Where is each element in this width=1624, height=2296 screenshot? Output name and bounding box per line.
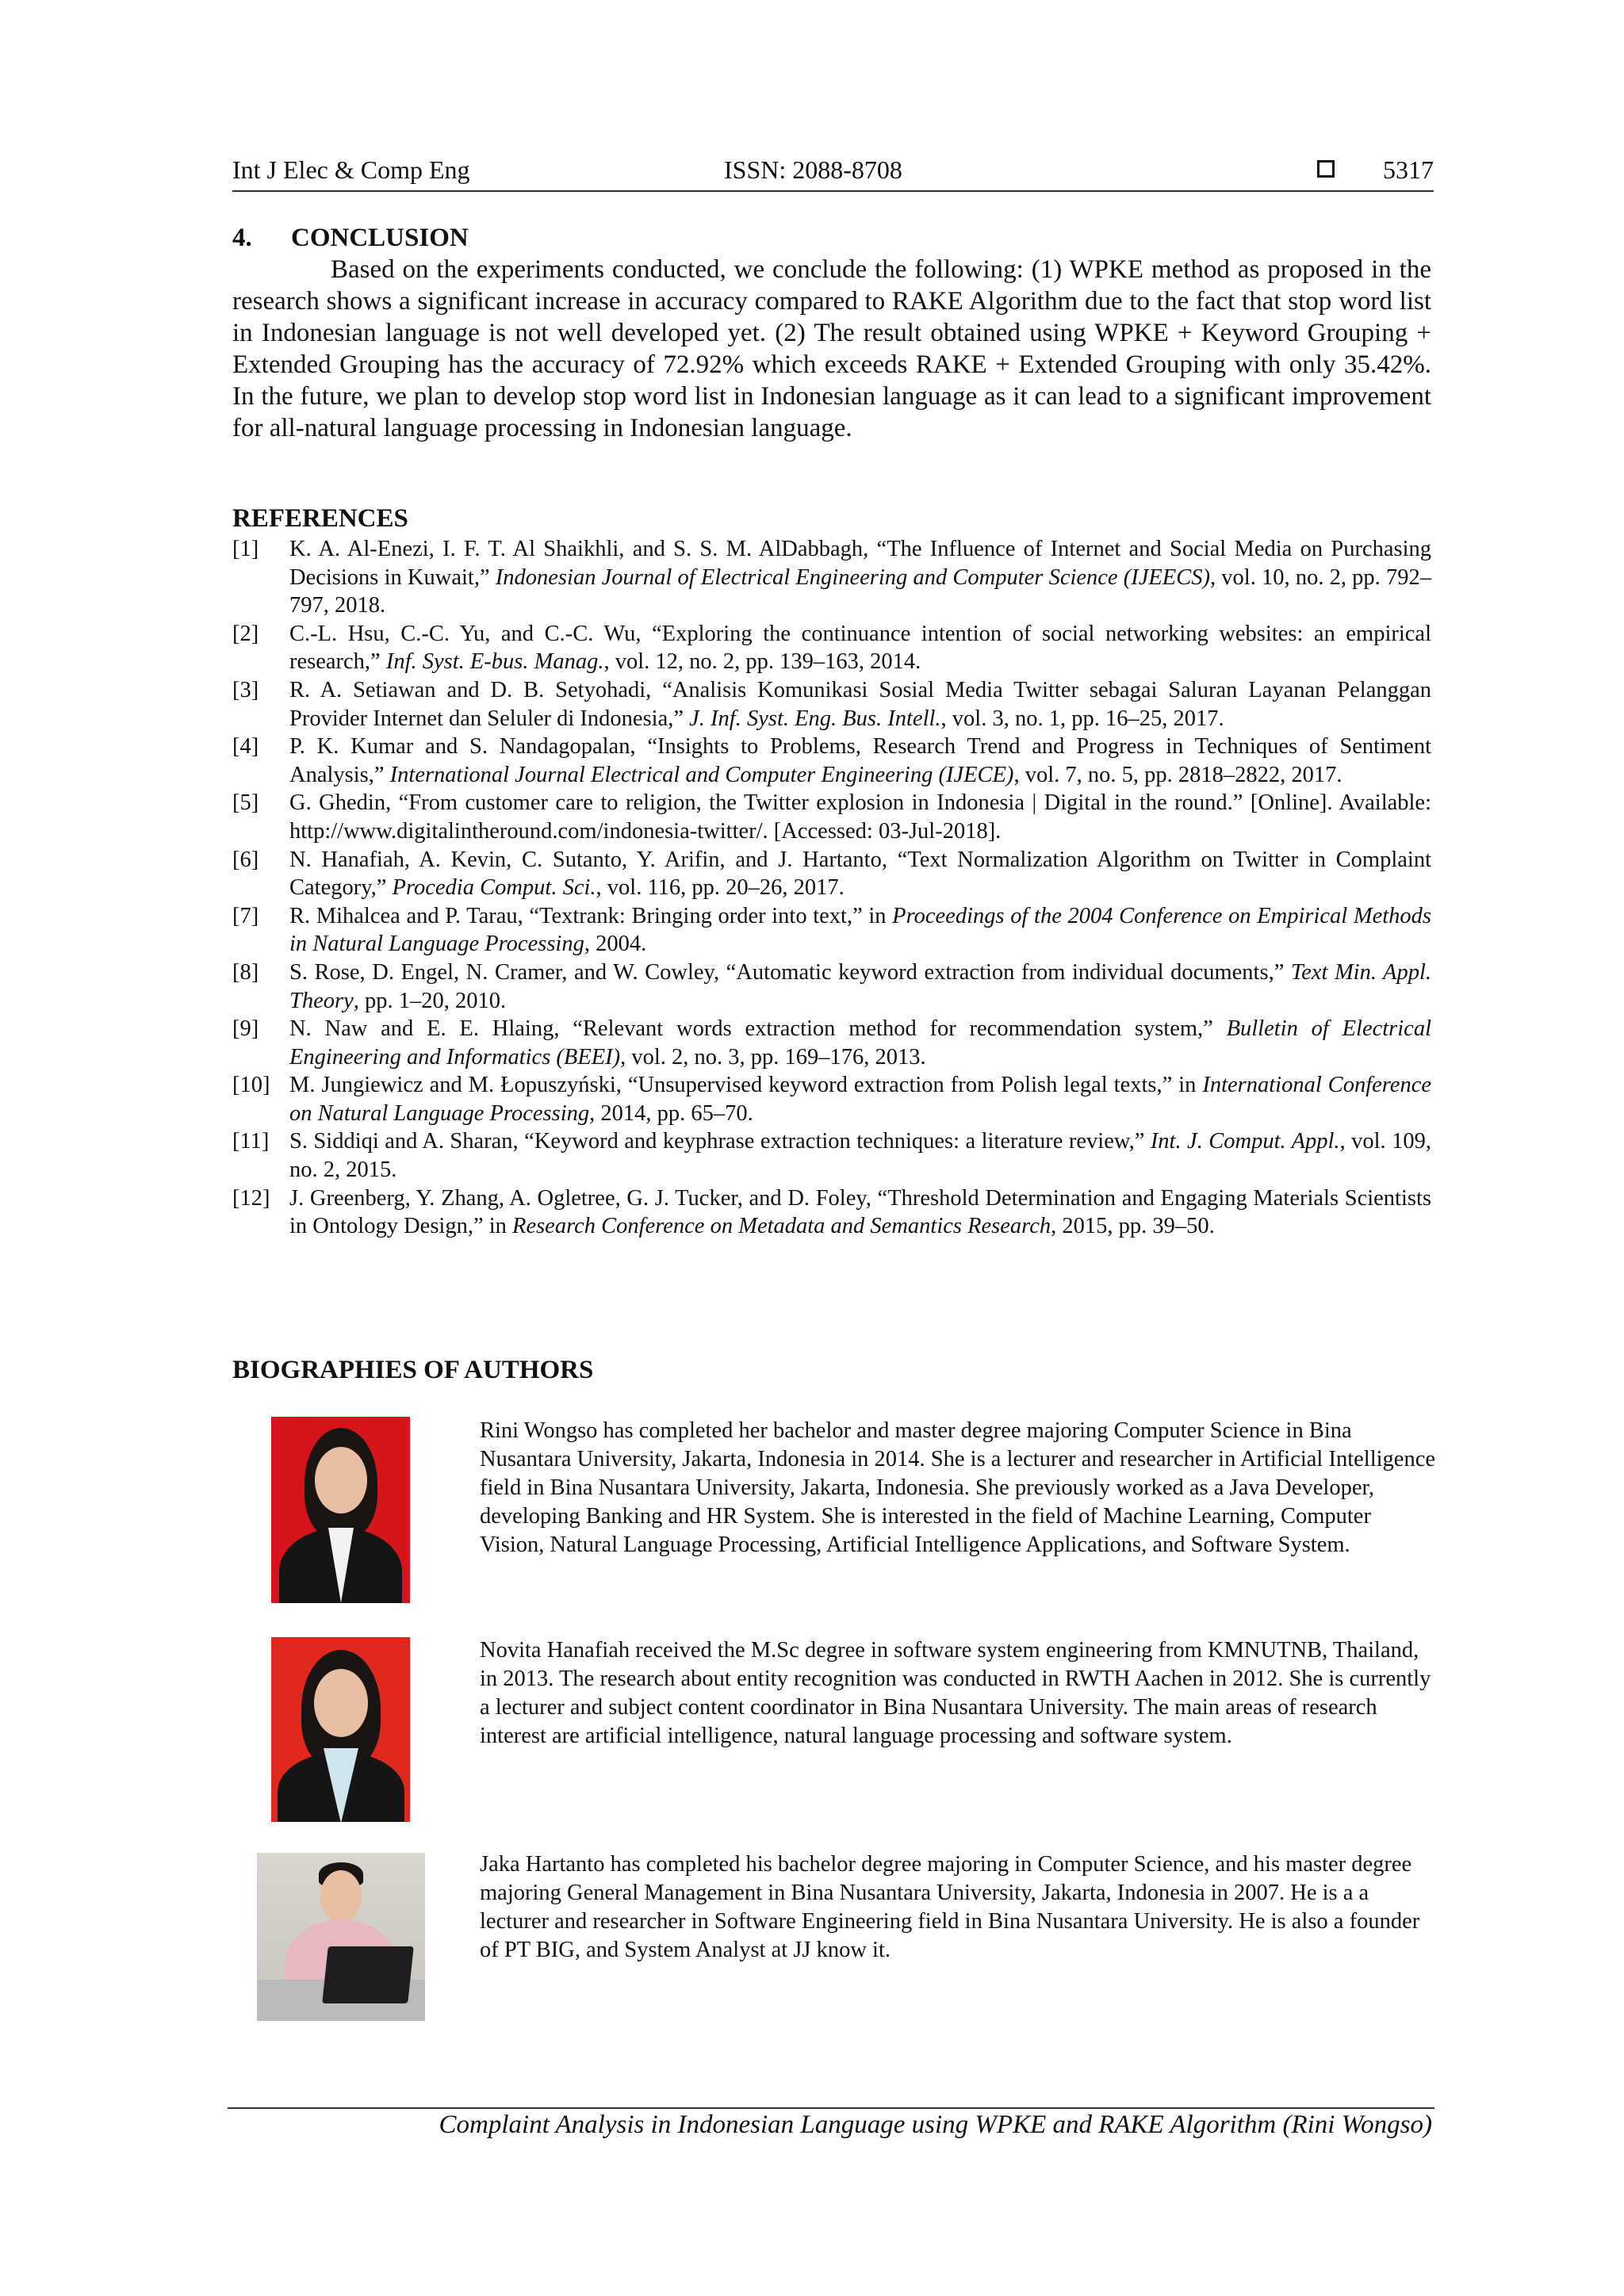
reference-details: , vol. 10, no. 2, pp. 792–797, 2018. [289, 564, 1431, 618]
reference-venue: Indonesian Journal of Electrical Engineering and Computer Science (IJEECS) [495, 564, 1210, 590]
reference-item [232, 535, 1431, 620]
reference-authors-title: S. Siddiqi and A. Sharan, “Keyword and keyphrase extraction techniques: a literature review,” [289, 1129, 1151, 1154]
reference-item [232, 1184, 1431, 1241]
reference-number: [7] [232, 903, 259, 928]
running-footer: Complaint Analysis in Indonesian Language using WPKE and RAKE Algorithm (Rini Wongso) [439, 2110, 1432, 2139]
journal-name: Int J Elec & Comp Eng [232, 155, 470, 184]
reference-venue: Bulletin of Electrical Engineering and Informatics (BEEI) [289, 1016, 1431, 1070]
reference-authors-title: C.-L. Hsu, C.-C. Yu, and C.-C. Wu, “Exploring the continuance intention of social networking websites: an empirical research,” [289, 621, 1431, 675]
reference-text [289, 733, 1431, 789]
reference-details: , 2014, pp. 65–70. [589, 1100, 753, 1126]
reference-number: [12] [232, 1185, 270, 1211]
reference-number: [9] [232, 1016, 259, 1042]
reference-venue: Inf. Syst. E-bus. Manag. [385, 649, 604, 675]
author-photo-novita-hanafiah [271, 1637, 410, 1822]
reference-text [289, 1127, 1431, 1184]
reference-authors-title: S. Rose, D. Engel, N. Cramer, and W. Cowley, “Automatic keyword extraction from individual documents,” [289, 959, 1291, 985]
reference-venue: International Conference on Natural Language Processing [289, 1073, 1431, 1126]
reference-text [289, 1184, 1431, 1241]
author-bio-text: Rini Wongso has completed her bachelor and master degree majoring Computer Science in Bina Nusantara University, Jakarta, Indonesia in 2014. She is a lecturer and researcher in Artificial Intelligence field in Bina Nusantara University, Jakarta, Indonesia. She previously worked as a Java Developer, developing Banking and HR System. She is interested in the field of Machine Learning, Computer Vision, Natural Language Processing, Artificial Intelligence Applications, and Software System. [480, 1418, 1435, 1557]
references-list [232, 535, 1431, 1241]
reference-number: [1] [232, 537, 259, 561]
reference-venue: J. Inf. Syst. Eng. Bus. Intell. [689, 706, 941, 731]
reference-details: , 2015, pp. 39–50. [1051, 1214, 1215, 1239]
reference-authors-title: R. Mihalcea and P. Tarau, “Textrank: Bringing order into text,” in [289, 903, 893, 928]
reference-authors-title: R. A. Setiawan and D. B. Setyohadi, “Analisis Komunikasi Sosial Media Twitter sebagai Saluran Layanan Pelanggan Provider Internet dan Seluler di Indonesia,” [289, 677, 1431, 731]
issn: ISSN: 2088-8708 [724, 155, 902, 184]
reference-text [289, 535, 1431, 620]
reference-item [232, 902, 1431, 959]
reference-item [232, 1127, 1431, 1184]
reference-text [289, 676, 1431, 733]
reference-authors-title: N. Naw and E. E. Hlaing, “Relevant words extraction method for recommendation system,” [289, 1016, 1227, 1042]
reference-details: , 2004. [584, 932, 647, 957]
reference-venue: Text Min. Appl. Theory [289, 959, 1431, 1013]
header-rule [232, 190, 1434, 192]
reference-number: [5] [232, 790, 259, 816]
reference-item [232, 620, 1431, 676]
reference-item [232, 959, 1431, 1015]
page-number: 5317 [1383, 155, 1434, 184]
reference-number: [8] [232, 959, 259, 985]
reference-details: , vol. 109, no. 2, 2015. [289, 1129, 1431, 1183]
checkbox-square-icon [1317, 160, 1335, 178]
reference-number: [11] [232, 1129, 270, 1154]
reference-authors-title: M. Jungiewicz and M. Łopuszyński, “Unsupervised keyword extraction from Polish legal texts,” in [289, 1073, 1203, 1098]
reference-venue: Proceedings of the 2004 Conference on Empirical Methods in Natural Language Processing [289, 903, 1431, 957]
reference-number: [3] [232, 677, 259, 702]
reference-details: , vol. 7, no. 5, pp. 2818–2822, 2017. [1013, 762, 1342, 787]
reference-venue: International Journal Electrical and Computer Engineering (IJECE) [389, 762, 1014, 787]
reference-venue: Research Conference on Metadata and Semantics Research [512, 1214, 1051, 1239]
references-heading: REFERENCES [232, 504, 408, 533]
reference-number: [6] [232, 847, 259, 872]
reference-number: [10] [232, 1073, 270, 1098]
reference-item [232, 733, 1431, 789]
reference-details: , vol. 2, no. 3, pp. 169–176, 2013. [620, 1044, 926, 1070]
section-title: CONCLUSION [291, 224, 469, 252]
reference-text [289, 902, 1431, 959]
reference-details: , vol. 3, no. 1, pp. 16–25, 2017. [940, 706, 1224, 731]
author-bio-text: Novita Hanafiah received the M.Sc degree in software system engineering from KMNUTNB, Thailand, in 2013. The research about entity recognition was conducted in RWTH Aachen in 2012. She is currently a lecturer and subject content coordinator in Bina Nusantara University. The main areas of research interest are artificial intelligence, natural language processing and software system. [480, 1638, 1431, 1748]
reference-text [289, 620, 1431, 676]
reference-details: , vol. 116, pp. 20–26, 2017. [596, 875, 845, 901]
reference-item [232, 1071, 1431, 1127]
reference-venue: Int. J. Comput. Appl. [1150, 1129, 1340, 1154]
reference-venue: Procedia Comput. Sci. [392, 875, 596, 901]
reference-text [289, 959, 1431, 1015]
reference-authors-title: P. K. Kumar and S. Nandagopalan, “Insights to Problems, Research Trend and Progress in Techniques of Sentiment Analysis,” [289, 734, 1431, 787]
reference-item [232, 846, 1431, 902]
conclusion-body [232, 254, 1431, 444]
reference-authors-title: N. Hanafiah, A. Kevin, C. Sutanto, Y. Arifin, and J. Hartanto, “Text Normalization Algorithm on Twitter in Complaint Category,” [289, 847, 1431, 901]
reference-item [232, 789, 1431, 845]
author-bio-text: Jaka Hartanto has completed his bachelor degree majoring in Computer Science, and his master degree majoring General Management in Bina Nusantara University, Jakarta, Indonesia in 2007. He is a a lecturer and researcher in Software Engineering field in Bina Nusantara University. He is also a founder of PT BIG, and System Analyst at JJ know it. [480, 1852, 1420, 1962]
author-photo-jaka-hartanto [257, 1853, 425, 2021]
reference-text [289, 1071, 1431, 1127]
reference-text [289, 1015, 1431, 1071]
conclusion-paragraph: Based on the experiments conducted, we conclude the following: (1) WPKE method as proposed in the research shows a significant increase in accuracy compared to RAKE Algorithm due to the fact that stop word list in Indonesian language is not well developed yet. (2) The result obtained using WPKE + Keyword Grouping + Extended Grouping has the accuracy of 72.92% which exceeds RAKE + Extended Grouping with only 35.42%. In the future, we plan to develop stop word list in Indonesian language as it can lead to a significant improvement for all-natural language processing in Indonesian language. [232, 255, 1431, 442]
reference-details: , pp. 1–20, 2010. [353, 988, 507, 1013]
section-heading-conclusion [232, 224, 469, 253]
reference-number: [2] [232, 621, 259, 646]
section-number: 4. [232, 224, 252, 252]
running-header [232, 155, 1434, 190]
reference-text [289, 846, 1431, 902]
reference-authors-title: G. Ghedin, “From customer care to religion, the Twitter explosion in Indonesia | Digital in the round.” [Online]. Available: http://www.digitalintheround.com/indonesia-twitter/. [Accessed: 03-Jul-2018]. [289, 790, 1431, 844]
reference-authors-title: K. A. Al-Enezi, I. F. T. Al Shaikhli, and S. S. M. AlDabbagh, “The Influence of Internet and Social Media on Purchasing Decisions in Kuwait,” [289, 537, 1431, 590]
reference-item [232, 1015, 1431, 1071]
biographies-heading: BIOGRAPHIES OF AUTHORS [232, 1356, 594, 1384]
reference-authors-title: J. Greenberg, Y. Zhang, A. Ogletree, G. J. Tucker, and D. Foley, “Threshold Determination and Engaging Materials Scientists in Ontology Design,” in [289, 1185, 1431, 1239]
author-photo-rini-wongso [271, 1417, 410, 1603]
reference-number: [4] [232, 734, 259, 760]
reference-item [232, 676, 1431, 733]
reference-details: , vol. 12, no. 2, pp. 139–163, 2014. [603, 649, 921, 675]
reference-text [289, 789, 1431, 845]
footer-rule [228, 2107, 1434, 2109]
